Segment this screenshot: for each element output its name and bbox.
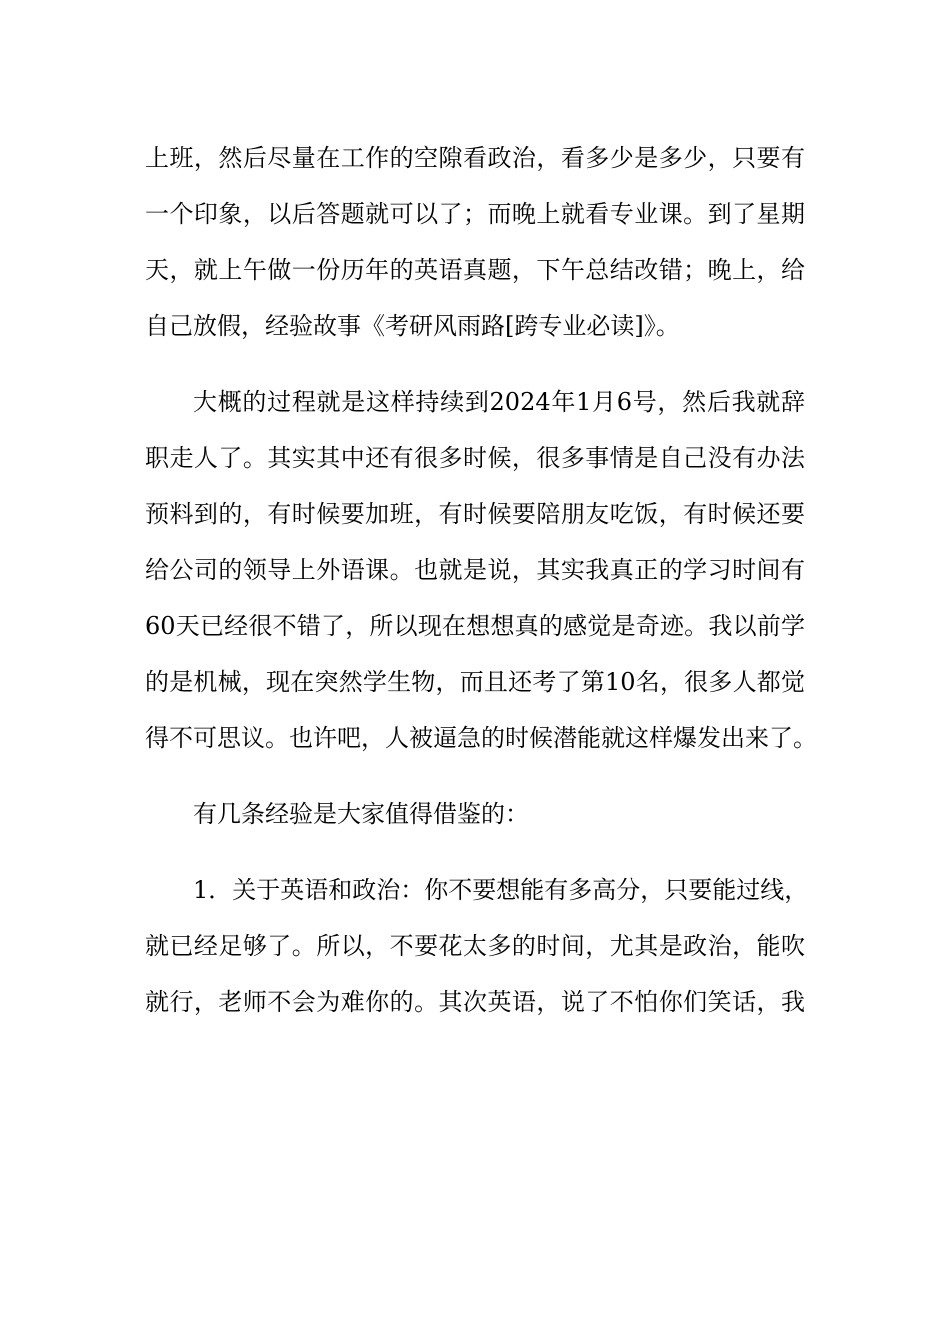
text-line: 得不可思议。也许吧，人被逼急的时候潜能就这样爆发出来了。 (145, 724, 817, 752)
paragraph-1 (145, 130, 805, 354)
paragraph-3 (145, 786, 805, 842)
text-line: 给公司的领导上外语课。也就是说，其实我真正的学习时间有 (145, 556, 805, 584)
paragraph-gap (145, 354, 805, 374)
text-line: 的是机械，现在突然学生物，而且还考了第10名，很多人都觉 (145, 668, 805, 696)
text-line: 大概的过程就是这样持续到2024年1月6号，然后我就辞 (193, 388, 805, 416)
text-line: 自己放假，经验故事《考研风雨路[跨专业必读]》。 (145, 312, 680, 340)
paragraph-gap (145, 842, 805, 862)
text-line: 天，就上午做一份历年的英语真题，下午总结改错；晚上，给 (145, 256, 805, 284)
paragraph-gap (145, 766, 805, 786)
text-line: 一个印象，以后答题就可以了；而晚上就看专业课。到了星期 (145, 200, 805, 228)
text-line: 就已经足够了。所以，不要花太多的时间，尤其是政治，能吹 (145, 932, 805, 960)
text-line: 职走人了。其实其中还有很多时候，很多事情是自己没有办法 (145, 444, 805, 472)
text-line: 有几条经验是大家值得借鉴的： (193, 800, 529, 828)
text-line: 1．关于英语和政治：你不要想能有多高分，只要能过线， (193, 876, 809, 904)
text-line: 60天已经很不错了，所以现在想想真的感觉是奇迹。我以前学 (145, 612, 805, 640)
text-line: 预料到的，有时候要加班，有时候要陪朋友吃饭，有时候还要 (145, 500, 805, 528)
paragraph-4 (145, 862, 809, 1030)
paragraph-2 (145, 374, 817, 766)
text-line: 上班，然后尽量在工作的空隙看政治，看多少是多少，只要有 (145, 144, 805, 172)
text-line: 就行，老师不会为难你的。其次英语，说了不怕你们笑话，我 (145, 988, 805, 1016)
document-body (145, 130, 817, 1030)
